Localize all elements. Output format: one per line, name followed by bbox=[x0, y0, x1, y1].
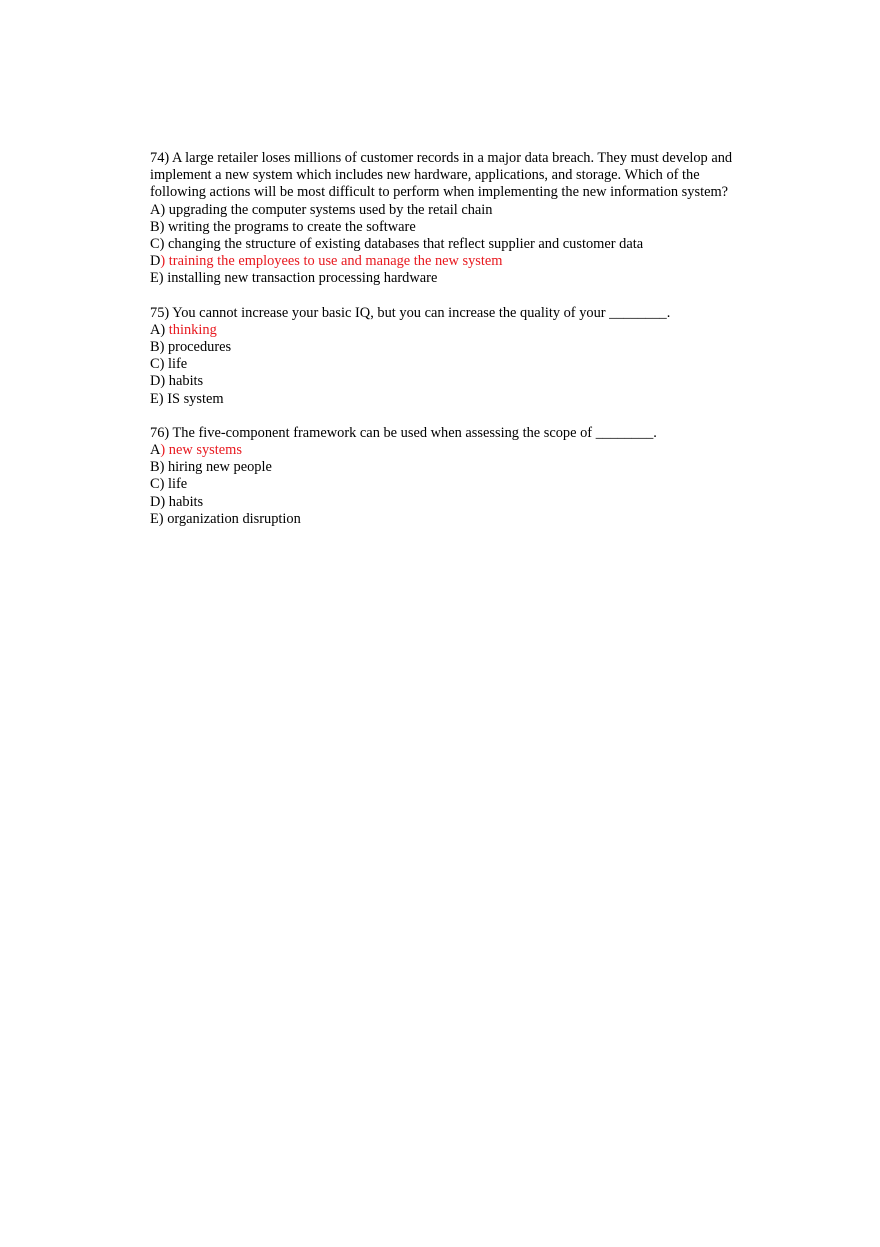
question-76 bbox=[150, 425, 740, 528]
option-a bbox=[150, 202, 740, 219]
option-e bbox=[150, 270, 740, 287]
question-74 bbox=[150, 150, 740, 288]
option-prefix: C) bbox=[150, 236, 165, 253]
option-text: writing the programs to create the software bbox=[164, 218, 416, 235]
option-b bbox=[150, 339, 740, 356]
option-prefix: B) bbox=[150, 339, 165, 356]
correct-answer-text: thinking bbox=[168, 321, 217, 338]
option-text: hiring new people bbox=[164, 459, 272, 476]
question-text: 76) The five-component framework can be used when assessing the scope of ________. bbox=[150, 424, 657, 441]
option-e bbox=[150, 511, 740, 528]
option-text: habits bbox=[165, 373, 204, 390]
option-prefix: D bbox=[150, 253, 161, 270]
document-page bbox=[150, 150, 740, 545]
option-text: installing new transaction processing hardware bbox=[163, 270, 438, 287]
question-text: 74) A large retailer loses millions of customer records in a major data breach. They must develop and implement a new system which includes new hardware, applications, and storage. Which of the following actions will be most difficult to perform when implementing the new information system? bbox=[150, 150, 733, 201]
option-text: organization disruption bbox=[163, 510, 301, 527]
option-text: changing the structure of existing databases that reflect supplier and customer data bbox=[164, 236, 644, 253]
option-a bbox=[150, 442, 740, 459]
option-text: IS system bbox=[163, 390, 224, 407]
option-text: upgrading the computer systems used by the retail chain bbox=[165, 201, 493, 218]
option-c bbox=[150, 236, 740, 253]
correct-answer-text: ) new systems bbox=[160, 442, 242, 459]
option-prefix: A) bbox=[150, 201, 166, 218]
option-text: procedures bbox=[164, 339, 232, 356]
option-text: life bbox=[164, 476, 188, 493]
option-b bbox=[150, 219, 740, 236]
option-prefix: B) bbox=[150, 459, 165, 476]
option-e bbox=[150, 391, 740, 408]
option-prefix: E) bbox=[150, 510, 164, 527]
option-text: life bbox=[164, 356, 188, 373]
option-prefix: E) bbox=[150, 270, 164, 287]
option-a bbox=[150, 322, 740, 339]
question-text: 75) You cannot increase your basic IQ, but you can increase the quality of your ________. bbox=[150, 304, 671, 321]
question-75 bbox=[150, 305, 740, 408]
option-prefix: A) bbox=[150, 321, 169, 338]
option-d bbox=[150, 373, 740, 390]
option-d bbox=[150, 253, 740, 270]
option-c bbox=[150, 476, 740, 493]
option-prefix: E) bbox=[150, 390, 164, 407]
option-c bbox=[150, 356, 740, 373]
option-b bbox=[150, 459, 740, 476]
option-prefix: A bbox=[150, 442, 161, 459]
option-text: habits bbox=[165, 493, 204, 510]
correct-answer-text: ) training the employees to use and manage the new system bbox=[160, 253, 503, 270]
option-prefix: C) bbox=[150, 356, 165, 373]
option-prefix: C) bbox=[150, 476, 165, 493]
option-prefix: D) bbox=[150, 493, 166, 510]
option-d bbox=[150, 494, 740, 511]
option-prefix: D) bbox=[150, 373, 166, 390]
option-prefix: B) bbox=[150, 218, 165, 235]
